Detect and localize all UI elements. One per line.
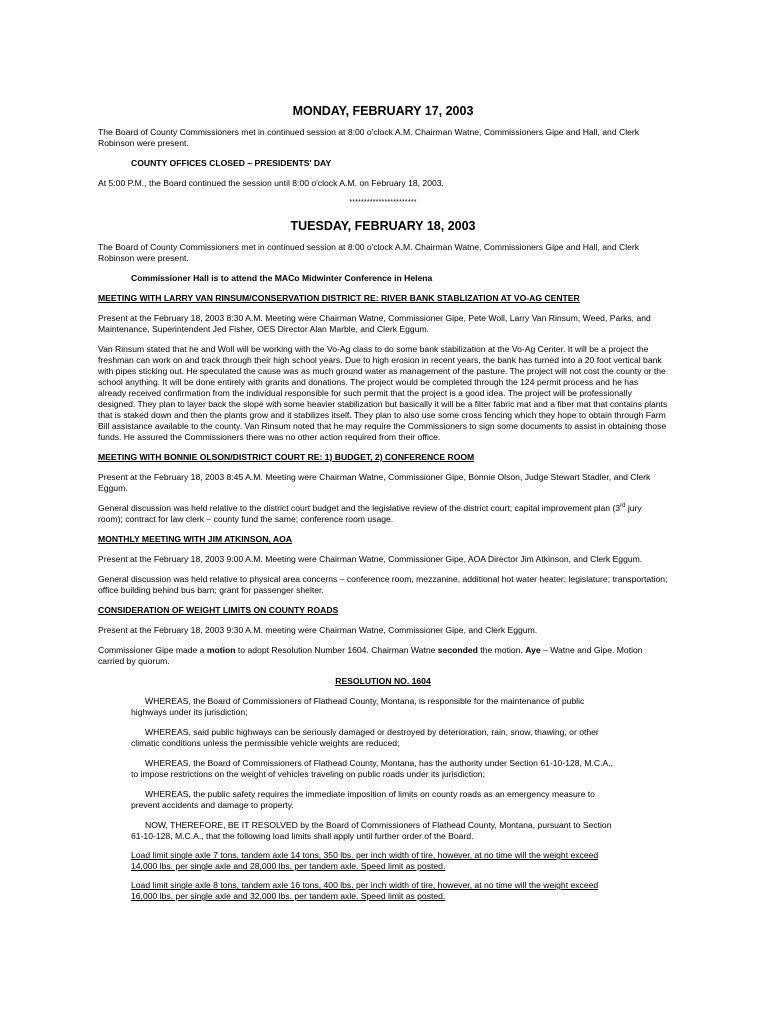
whereas-2 — [131, 727, 622, 749]
section-heading-bonnie-olson: MEETING WITH BONNIE OLSON/DISTRICT COURT RE: 1) BUDGET, 2) CONFERENCE ROOM — [98, 452, 475, 462]
resolved-text: NOW, THEREFORE, BE IT RESOLVED by the Board of Commissioners of Flathead County, Montana, pursuant to Section 61-10-128, M.C.A., that the following load limits shall apply until further order of the Board. — [131, 820, 612, 841]
whereas-3-text: WHEREAS, the Board of Commissioners of Flathead County, Montana, has the authority under Section 61-10-128, M.C.A., to impose restrictions on the weight of vehicles traveling on public roads under its jurisdiction; — [131, 758, 613, 779]
resolution-body — [98, 696, 668, 902]
offices-closed-notice: COUNTY OFFICES CLOSED – PRESIDENTS' DAY — [131, 158, 332, 168]
motion-paragraph — [98, 645, 668, 667]
aye-word: Aye — [525, 645, 541, 655]
motion-word: motion — [206, 645, 236, 655]
load-limit-2: Load limit single axle 8 tons, tandem axle 16 tons, 400 lbs. per inch width of tire, however, at no time will the weight exceed 16,000 lbs. per single axle and 32,000 lbs. per tandem axle. Speed limit as posted. — [131, 880, 599, 901]
olson-present-paragraph: Present at the February 18, 2003 8:45 A.M. Meeting were Chairman Watne, Commissioner Gipe, Bonnie Olson, Judge Stewart Stadler, and Clerk Eggum. — [98, 472, 651, 493]
section-heading-van-rinsum: MEETING WITH LARRY VAN RINSUM/CONSERVATION DISTRICT RE: RIVER BANK STABLIZATION AT VO-AG CENTER — [98, 293, 580, 303]
motion-text-2: to adopt Resolution Number 1604. Chairman Watne — [235, 645, 438, 655]
van-rinsum-body-paragraph: Van Rinsum stated that he and Woll will be working with the Vo-Ag class to do some bank stabilization at the Vo-Ag Center. It will be a project the freshman can work on and track through their high school years. Due to high erosion in recent years, the bank has turned into a 20 foot vertical bank with pipes sticking out. He speculated the cause was as much ground water as management of the pasture. The project will not cost the county or the school anything. It will be done entirely with grants and donations. The project would be completed through the 124 permit process and he has already received confirmation from the individual responsible for such permit that the project is a good idea. The project will be professionally designed. They plan to layer back the slope with some heavier stabilization but basically it will be a filter fabric mat and a fiber mat that contains plants that is staked down and then the plants grow and it stabilizes itself. They plan to also use some cross fencing which they hope to obtain through Farm Bill assistance available to the county. Van Rinsum noted that he may require the Commissioners to sign some documents to assist in obtaining those funds. He assured the Commissioners there was no other action required from their office. — [98, 344, 668, 442]
monday-title: MONDAY, FEBRUARY 17, 2003 — [292, 104, 474, 118]
van-rinsum-present-paragraph: Present at the February 18, 2003 8:30 A.M. Meeting were Chairman Watne, Commissioner Gipe, Pete Woll, Larry Van Rinsum, Weed, Parks, and Maintenance, Superintendent Jed Fisher, OES Director Alan Marble, and Clerk Eggum. — [98, 313, 651, 334]
section-heading-weight-limits: CONSIDERATION OF WEIGHT LIMITS ON COUNTY ROADS — [98, 605, 339, 615]
maco-conference-note: Commissioner Hall is to attend the MACo Midwinter Conference in Helena — [131, 273, 433, 283]
tuesday-title: TUESDAY, FEBRUARY 18, 2003 — [290, 219, 476, 233]
atkinson-present-paragraph: Present at the February 18, 2003 9:00 A.M. Meeting were Chairman Watne, Commissioner Gipe, AOA Director Jim Atkinson, and Clerk Eggum. — [98, 554, 643, 564]
motion-text-1: Commissioner Gipe made a — [98, 645, 207, 655]
section-heading-jim-atkinson: MONTHLY MEETING WITH JIM ATKINSON, AOA — [98, 534, 292, 544]
olson-body-paragraph — [98, 503, 668, 525]
whereas-2-text: WHEREAS, said public highways can be seriously damaged or destroyed by deterioration, rain, snow, thawing, or other climatic conditions unless the permissible vehicle weights are reduced; — [131, 727, 599, 748]
resolution-heading: RESOLUTION NO. 1604 — [335, 676, 431, 686]
whereas-4-text: WHEREAS, the public safety requires the immediate imposition of limits on county roads as an emergency measure to prevent accidents and damage to property. — [131, 789, 595, 810]
atkinson-body-paragraph: General discussion was held relative to physical area concerns – conference room, mezzanine, additional hot water heater; legislature; transportation; office building behind bus barn; grant for passenger shelter. — [98, 574, 668, 595]
whereas-1 — [131, 696, 622, 718]
whereas-1-text: WHEREAS, the Board of Commissioners of Flathead County, Montana, is responsible for the maintenance of public highways under its jurisdiction; — [131, 696, 585, 717]
resolved-paragraph — [131, 820, 622, 842]
monday-continued-paragraph: At 5:00 P.M., the Board continued the session until 8:00 o'clock A.M. on February 18, 2003. — [98, 178, 444, 188]
seconded-word: seconded — [437, 645, 478, 655]
whereas-4 — [131, 789, 622, 811]
motion-text-4: – Watne and Gipe. Motion carried by quorum. — [98, 645, 643, 666]
whereas-3 — [131, 758, 622, 780]
ordinal-suffix: rd — [620, 503, 626, 510]
olson-body-text-a: General discussion was held relative to the district court budget and the legislative review of the district court; capital improvement plan (3 — [98, 503, 621, 513]
load-limit-1: Load limit single axle 7 tons, tandem axle 14 tons, 350 lbs. per inch width of tire, however, at no time will the weight exceed 14,000 lbs. per single axle and 28,000 lbs. per tandem axle. Speed limit as posted. — [131, 850, 599, 871]
monday-session-paragraph: The Board of County Commissioners met in continued session at 8:00 o'clock A.M. Chairman Watne, Commissioners Gipe and Hall, and Clerk Robinson were present. — [98, 127, 640, 148]
weight-limits-present-paragraph: Present at the February 18, 2003 9:30 A.M. meeting were Chairman Watne, Commissioner Gipe, and Clerk Eggum. — [98, 625, 538, 635]
minutes-document — [98, 104, 668, 902]
tuesday-session-paragraph: The Board of County Commissioners met in continued session at 8:00 o'clock A.M. Chairman Watne, Commissioners Gipe and Hall, and Clerk Robinson were present. — [98, 242, 640, 263]
olson-body-text-b: jury room); contract for law clerk – county fund the same; conference room usage. — [98, 503, 642, 524]
motion-text-3: the motion. — [477, 645, 526, 655]
separator: *********************** — [349, 199, 417, 206]
